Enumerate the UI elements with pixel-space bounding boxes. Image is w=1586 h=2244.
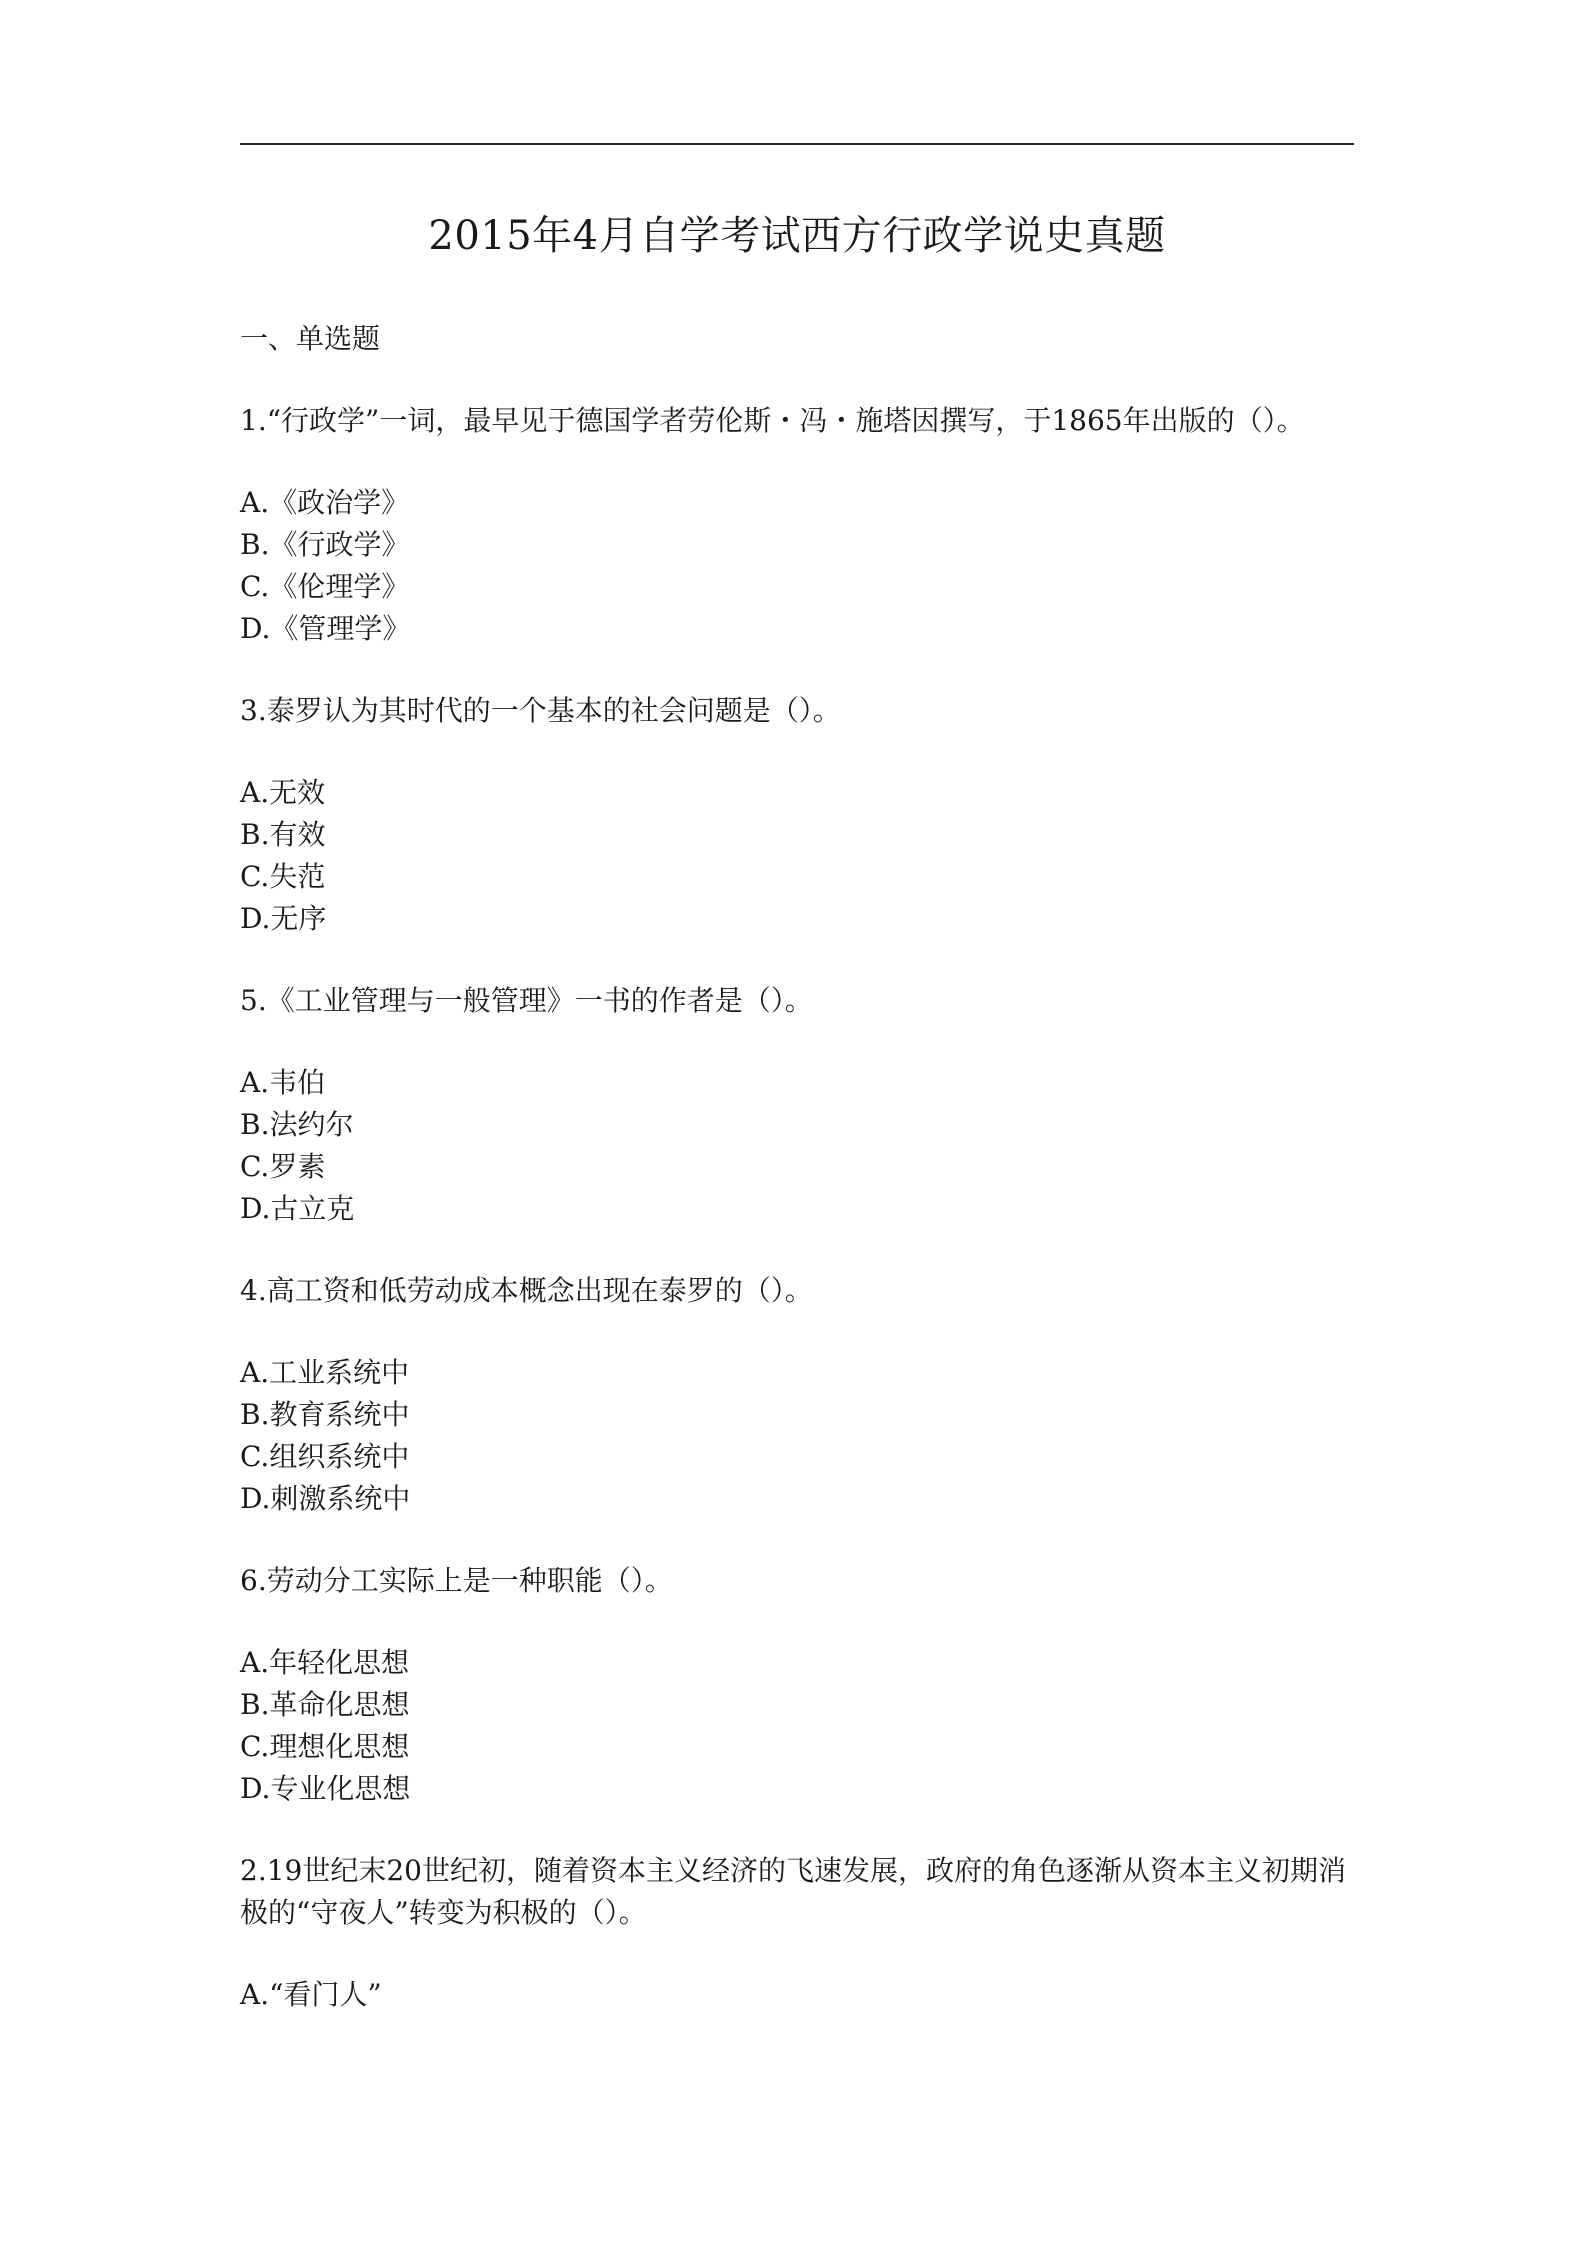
option-list	[240, 772, 1354, 940]
question-stem: 6.劳动分工实际上是一种职能（）。	[240, 1564, 673, 1597]
option-b: B.有效	[240, 818, 326, 851]
option-a: A.韦伯	[240, 1066, 326, 1099]
question-stem: 1.“行政学”一词，最早见于德国学者劳伦斯・冯・施塔因撰写，于1865年出版的（）。	[240, 404, 1305, 437]
option-a: A.无效	[240, 776, 326, 809]
question-stem: 5.《工业管理与一般管理》一书的作者是（）。	[240, 984, 813, 1017]
option-b: B.法约尔	[240, 1108, 354, 1141]
option-c: C.罗素	[240, 1150, 326, 1183]
question-stem: 2.19世纪末20世纪初，随着资本主义经济的飞速发展，政府的角色逐渐从资本主义初期消极的“守夜人”转变为积极的（）。	[240, 1854, 1346, 1929]
option-list	[240, 1974, 1354, 2016]
question-item	[240, 690, 1354, 940]
option-list	[240, 1352, 1354, 1520]
option-a: A.“看门人”	[240, 1978, 382, 2011]
question-item	[240, 980, 1354, 1230]
option-b: B.教育系统中	[240, 1398, 410, 1431]
question-stem: 4.高工资和低劳动成本概念出现在泰罗的（）。	[240, 1274, 813, 1307]
option-d: D.古立克	[240, 1192, 355, 1225]
option-b: B.《行政学》	[240, 528, 410, 561]
option-c: C.《伦理学》	[240, 570, 410, 603]
option-d: D.无序	[240, 902, 327, 935]
option-a: A.工业系统中	[240, 1356, 410, 1389]
question-stem: 3.泰罗认为其时代的一个基本的社会问题是（）。	[240, 694, 841, 727]
option-list	[240, 482, 1354, 650]
option-d: D.专业化思想	[240, 1772, 411, 1805]
option-a: A.年轻化思想	[240, 1646, 410, 1679]
question-item	[240, 1850, 1354, 2016]
option-list	[240, 1642, 1354, 1810]
option-c: C.组织系统中	[240, 1440, 410, 1473]
question-item	[240, 1270, 1354, 1520]
option-c: C.失范	[240, 860, 326, 893]
page-title: 2015年4月自学考试西方行政学说史真题	[428, 213, 1166, 259]
question-item	[240, 1560, 1354, 1810]
document-body	[240, 318, 1354, 2056]
question-item	[240, 400, 1354, 650]
option-b: B.革命化思想	[240, 1688, 410, 1721]
section-heading: 一、单选题	[240, 322, 381, 355]
option-d: D.刺激系统中	[240, 1482, 411, 1515]
header-rule	[240, 143, 1354, 145]
option-c: C.理想化思想	[240, 1730, 410, 1763]
option-list	[240, 1062, 1354, 1230]
option-d: D.《管理学》	[240, 612, 411, 645]
option-a: A.《政治学》	[240, 486, 410, 519]
